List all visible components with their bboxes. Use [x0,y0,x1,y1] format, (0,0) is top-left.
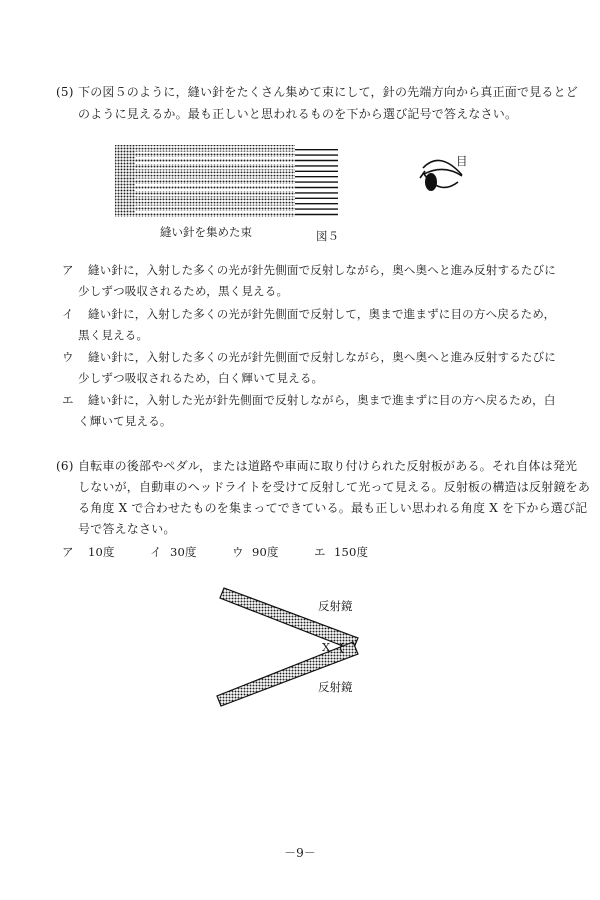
angle-x-label: X [322,640,331,654]
choice-a-value: 10度 [88,545,115,559]
choice-i-value: 30度 [170,545,197,559]
mirror-bottom-label: 反射鏡 [318,680,353,694]
q6-question-line2: しないが，自動車のヘッドライトを受けて反射して光って見える。反射板の構造は反射鏡をあ [78,480,591,494]
q6-question-line1: 自転車の後部やペダル，または道路や車両に取り付けられた反射板がある。それ自体は発光 [78,459,578,473]
needles-caption: 縫い針を集めた束 [160,225,252,239]
option-key: イ [62,307,74,321]
q5-question-line2: のように見えるか。最も正しいと思われるものを下から選び記号で答えなさい。 [78,107,518,121]
option-key: ウ [62,350,74,364]
option-text-line1: 縫い針に，入射した多くの光が針先側面で反射しながら，奥へ奥へと進み反射するたびに [88,263,556,277]
option-text-line1: 縫い針に，入射した多くの光が針先側面で反射して，奥まで進まずに目の方へ戻るため， [88,307,556,321]
choice-e-key: エ [314,545,326,559]
option-key: ア [62,263,74,277]
q5-number: (5) [56,85,74,99]
option-text-line2: 少しずつ吸収されるため，黒く見える。 [78,284,289,298]
mirror-bottom [217,642,358,706]
option-text-line2: 黒く見える。 [78,328,149,342]
eye-label: 目 [456,154,468,168]
option-text-line2: く輝いて見える。 [78,414,172,428]
q6-question-line4: 号で答えなさい。 [78,522,176,536]
choice-u-value: 90度 [252,545,279,559]
option-text-line1: 縫い針に，入射した光が針先側面で反射しながら，奥まで進まずに目の方へ戻るため，白 [88,393,556,407]
choice-a-key: ア [62,545,74,559]
figure-5-caption: 図５ [316,229,339,243]
mirror-top-label: 反射鏡 [318,599,353,613]
option-text-line1: 縫い針に，入射した多くの光が針先側面で反射しながら，奥へ奥へと進み反射するたびに [88,350,556,364]
page-number: －9－ [284,846,316,860]
choice-e-value: 150度 [334,545,369,559]
option-text-line2: 少しずつ吸収されるため，白く輝いて見える。 [78,371,324,385]
option-key: エ [62,393,74,407]
q6-number: (6) [56,459,74,473]
choice-u-key: ウ [232,545,244,559]
choice-i-key: イ [150,545,162,559]
q6-question-line3: る角度 X で合わせたものを集まってできている。最も正しい思われる角度 X を下から選び記 [78,501,588,515]
q5-question-line1: 下の図５のように，縫い針をたくさん集めて束にして，針の先端方向から真正面で見るとど [78,85,578,99]
needle-bundle-figure [115,145,338,217]
needle-tips [295,150,338,215]
